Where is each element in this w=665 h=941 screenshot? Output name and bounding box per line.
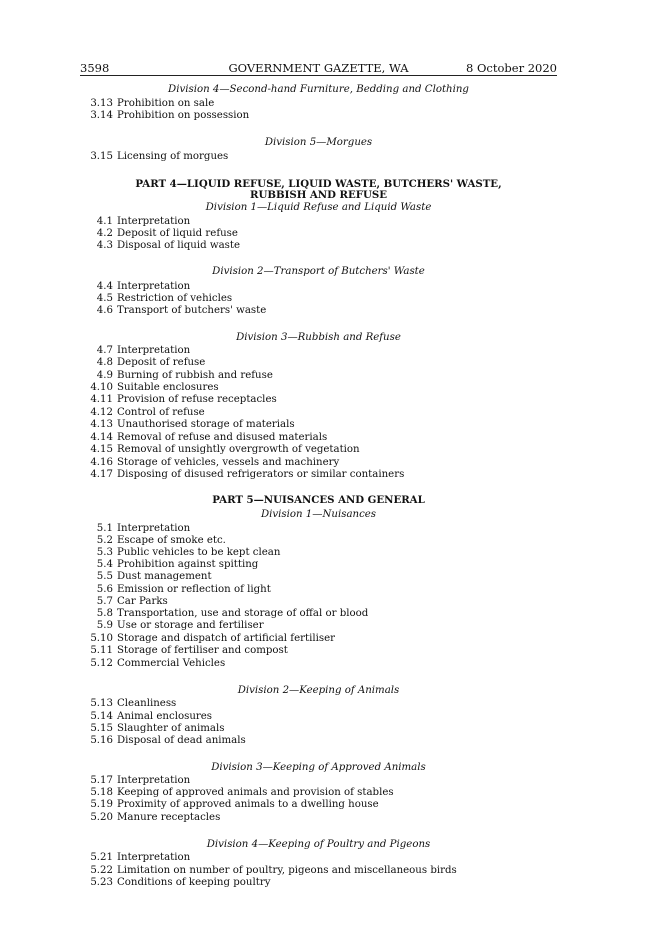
section-title: Storage of vehicles, vessels and machinery	[117, 457, 340, 468]
section-number: 4.13	[90, 419, 113, 430]
contents-item	[0, 293, 665, 305]
section-title: Car Parks	[117, 596, 168, 607]
section-number: 5.20	[90, 812, 113, 823]
contents-item	[0, 698, 665, 710]
section-title: Proximity of approved animals to a dwelling house	[117, 799, 379, 810]
part-heading: PART 4—LIQUID REFUSE, LIQUID WASTE, BUTCHERS' WASTE,	[135, 178, 502, 190]
gazette-title: GOVERNMENT GAZETTE, WA	[228, 61, 409, 75]
contents-item	[0, 216, 665, 228]
section-number: 5.17	[90, 775, 113, 786]
section-number: 5.19	[90, 799, 113, 810]
contents-item	[0, 812, 665, 824]
contents-item	[0, 240, 665, 252]
division-heading: Division 1—Liquid Refuse and Liquid Waste	[205, 202, 432, 213]
section-number: 5.15	[90, 723, 113, 734]
section-number: 5.10	[90, 633, 113, 644]
contents-item	[0, 547, 665, 559]
contents-item	[0, 799, 665, 811]
contents-item	[0, 228, 665, 240]
contents-item	[0, 559, 665, 571]
section-number: 5.14	[90, 711, 113, 722]
division-heading: Division 3—Rubbish and Refuse	[236, 332, 401, 343]
division-heading: Division 3—Keeping of Approved Animals	[211, 762, 426, 773]
section-title: Interpretation	[117, 852, 191, 863]
division-heading: Division 4—Second-hand Furniture, Bedding and Clothing	[168, 84, 469, 95]
section-title: Licensing of morgues	[117, 151, 229, 162]
section-title: Storage of fertiliser and compost	[117, 645, 288, 656]
section-title: Emission or reflection of light	[117, 584, 271, 595]
part-heading: RUBBISH AND REFUSE	[250, 189, 387, 201]
contents-item	[0, 852, 665, 864]
section-number: 5.21	[90, 852, 113, 863]
contents-item	[0, 584, 665, 596]
contents-item	[0, 419, 665, 431]
section-title: Interpretation	[117, 775, 191, 786]
section-number: 4.4	[96, 281, 113, 292]
part-heading: PART 5—NUISANCES AND GENERAL	[212, 494, 425, 506]
section-number: 4.14	[90, 432, 113, 443]
section-title: Conditions of keeping poultry	[117, 877, 271, 888]
contents-item	[0, 444, 665, 456]
contents-item	[0, 571, 665, 583]
section-title: Prohibition on possession	[117, 110, 250, 121]
contents-item	[0, 787, 665, 799]
contents-item	[0, 457, 665, 469]
section-number: 4.3	[96, 240, 113, 251]
contents-item	[0, 877, 665, 889]
section-title: Transportation, use and storage of offal or blood	[117, 608, 369, 619]
section-title: Disposal of liquid waste	[117, 240, 241, 251]
contents-item	[0, 407, 665, 419]
section-number: 5.9	[96, 620, 113, 631]
section-title: Animal enclosures	[117, 711, 213, 722]
contents-item	[0, 596, 665, 608]
section-title: Restriction of vehicles	[117, 293, 233, 304]
section-number: 3.14	[90, 110, 113, 121]
section-title: Manure receptacles	[117, 812, 221, 823]
section-number: 5.7	[96, 596, 113, 607]
section-number: 5.5	[96, 571, 113, 582]
section-number: 5.18	[90, 787, 113, 798]
section-number: 4.2	[96, 228, 113, 239]
section-title: Unauthorised storage of materials	[117, 419, 295, 430]
section-title: Burning of rubbish and refuse	[117, 370, 273, 381]
contents-item	[0, 523, 665, 535]
section-number: 4.7	[96, 345, 113, 356]
page-header	[80, 61, 557, 76]
contents-item	[0, 608, 665, 620]
section-title: Escape of smoke etc.	[117, 535, 226, 546]
issue-date: 8 October 2020	[466, 61, 557, 75]
section-number: 5.2	[96, 535, 113, 546]
contents-item	[0, 110, 665, 122]
section-number: 4.16	[90, 457, 113, 468]
section-number: 5.23	[90, 877, 113, 888]
section-number: 4.15	[90, 444, 113, 455]
contents-item	[0, 865, 665, 877]
division-heading: Division 1—Nuisances	[260, 509, 377, 520]
contents-item	[0, 723, 665, 735]
contents-item	[0, 645, 665, 657]
section-number: 5.12	[90, 658, 113, 669]
section-title: Transport of butchers' waste	[117, 305, 267, 316]
section-number: 5.8	[96, 608, 113, 619]
section-number: 4.17	[90, 469, 113, 480]
contents-item	[0, 281, 665, 293]
division-heading: Division 4—Keeping of Poultry and Pigeons	[206, 839, 431, 850]
section-title: Removal of refuse and disused materials	[117, 432, 328, 443]
contents-item	[0, 620, 665, 632]
contents-item	[0, 98, 665, 110]
section-title: Interpretation	[117, 523, 191, 534]
section-title: Cleanliness	[117, 698, 177, 709]
section-number: 4.5	[96, 293, 113, 304]
section-number: 5.16	[90, 735, 113, 746]
section-number: 5.22	[90, 865, 113, 876]
contents-item	[0, 305, 665, 317]
section-title: Interpretation	[117, 281, 191, 292]
section-title: Commercial Vehicles	[117, 658, 226, 669]
contents-item	[0, 432, 665, 444]
division-heading: Division 5—Morgues	[264, 137, 373, 148]
section-title: Interpretation	[117, 345, 191, 356]
division-heading: Division 2—Keeping of Animals	[237, 685, 400, 696]
section-title: Disposal of dead animals	[117, 735, 246, 746]
contents-item	[0, 535, 665, 547]
contents-item	[0, 370, 665, 382]
contents-item	[0, 775, 665, 787]
section-number: 4.8	[96, 357, 113, 368]
section-number: 5.4	[96, 559, 113, 570]
section-number: 4.6	[96, 305, 113, 316]
section-title: Disposing of disused refrigerators or similar containers	[117, 469, 405, 480]
section-number: 5.11	[90, 645, 113, 656]
section-title: Dust management	[117, 571, 212, 582]
section-number: 5.13	[90, 698, 113, 709]
section-title: Prohibition against spitting	[117, 559, 259, 570]
page-number: 3598	[80, 61, 110, 75]
section-title: Use or storage and fertiliser	[117, 620, 264, 631]
section-title: Removal of unsightly overgrowth of vegetation	[117, 444, 360, 455]
section-number: 5.6	[96, 584, 113, 595]
contents-item	[0, 633, 665, 645]
division-heading: Division 2—Transport of Butchers' Waste	[212, 266, 425, 277]
contents-item	[0, 469, 665, 481]
section-number: 4.10	[90, 382, 113, 393]
section-number: 5.1	[96, 523, 113, 534]
section-number: 4.9	[96, 370, 113, 381]
section-title: Keeping of approved animals and provision of stables	[117, 787, 394, 798]
contents-item	[0, 394, 665, 406]
section-title: Interpretation	[117, 216, 191, 227]
section-title: Suitable enclosures	[117, 382, 219, 393]
contents-item	[0, 658, 665, 670]
section-number: 4.11	[90, 394, 113, 405]
contents-item	[0, 357, 665, 369]
contents-item	[0, 711, 665, 723]
section-number: 3.13	[90, 98, 113, 109]
contents-item	[0, 382, 665, 394]
contents-item	[0, 735, 665, 747]
section-title: Slaughter of animals	[117, 723, 225, 734]
section-title: Prohibition on sale	[117, 98, 215, 109]
section-title: Deposit of refuse	[117, 357, 206, 368]
section-number: 3.15	[90, 151, 113, 162]
section-number: 5.3	[96, 547, 113, 558]
contents-item	[0, 345, 665, 357]
section-number: 4.12	[90, 407, 113, 418]
section-title: Public vehicles to be kept clean	[117, 547, 281, 558]
section-title: Deposit of liquid refuse	[117, 228, 238, 239]
section-number: 4.1	[96, 216, 113, 227]
section-title: Control of refuse	[117, 407, 205, 418]
section-title: Provision of refuse receptacles	[117, 394, 277, 405]
section-title: Limitation on number of poultry, pigeons and miscellaneous birds	[117, 865, 457, 876]
section-title: Storage and dispatch of artificial fertiliser	[117, 633, 335, 644]
contents-item	[0, 151, 665, 163]
